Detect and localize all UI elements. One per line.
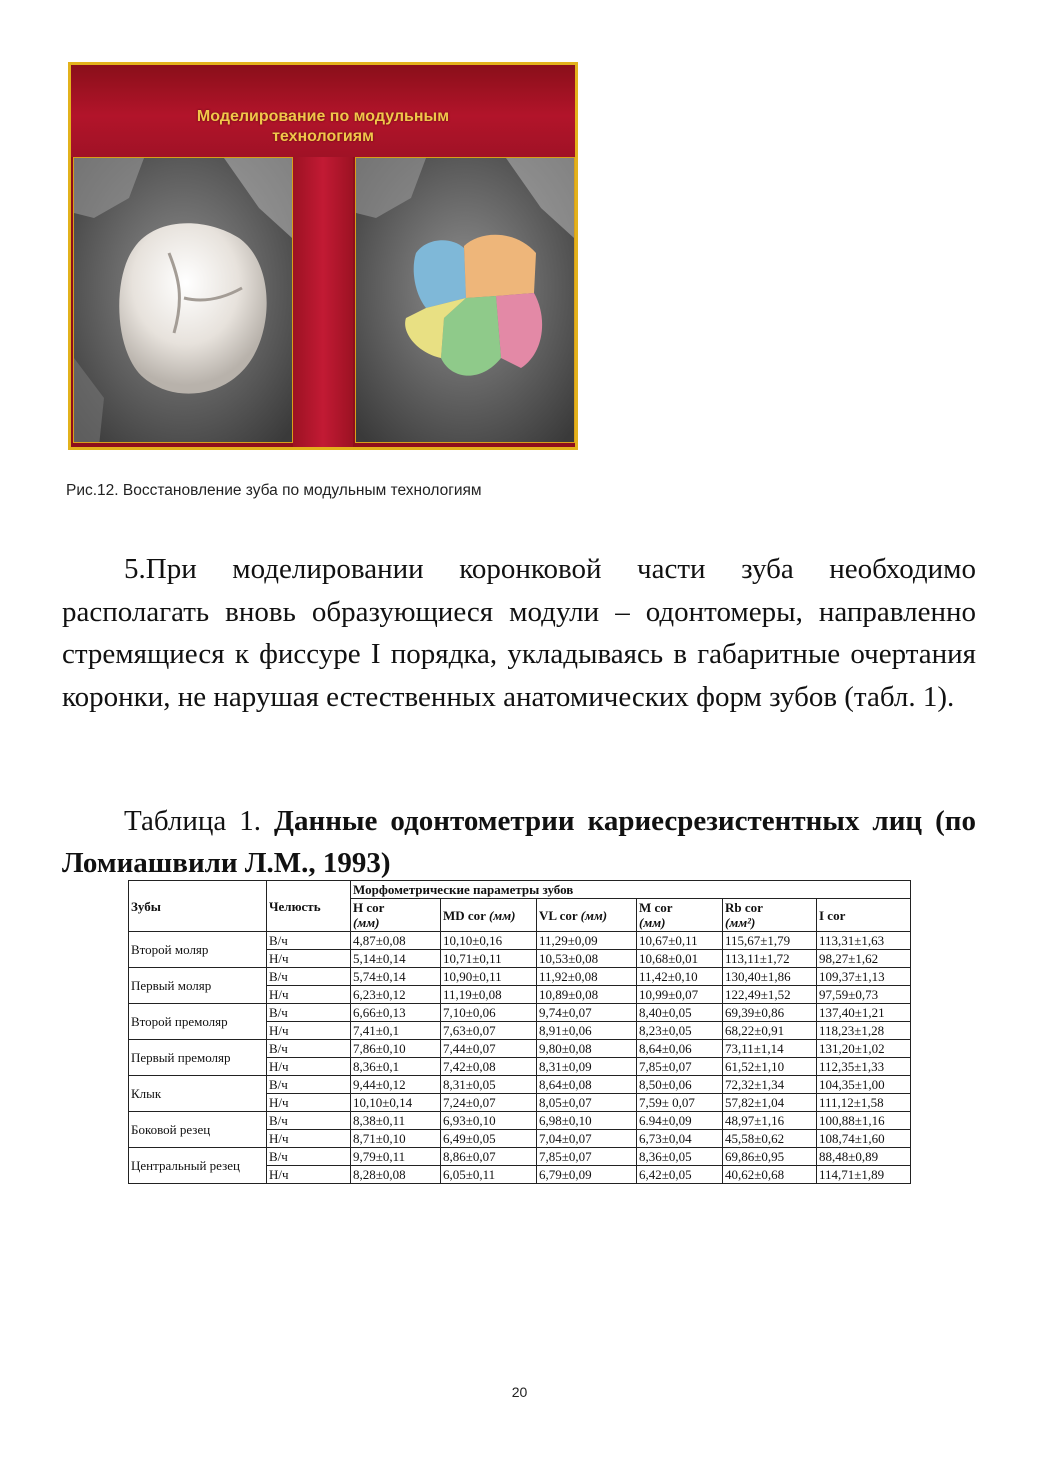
tooth-name: Боковой резец <box>129 1112 267 1148</box>
value-cell: 10,71±0,11 <box>441 950 537 968</box>
value-cell: 5,14±0,14 <box>351 950 441 968</box>
jaw-cell: Н/ч <box>267 1166 351 1184</box>
value-cell: 9,44±0,12 <box>351 1076 441 1094</box>
param-unit: (мм) <box>639 915 666 930</box>
value-cell: 7,85±0,07 <box>637 1058 723 1076</box>
value-cell: 8,86±0,07 <box>441 1148 537 1166</box>
value-cell: 113,31±1,63 <box>817 932 911 950</box>
value-cell: 8,50±0,06 <box>637 1076 723 1094</box>
value-cell: 11,42±0,10 <box>637 968 723 986</box>
value-cell: 6,49±0,05 <box>441 1130 537 1148</box>
page-number: 20 <box>511 1384 528 1400</box>
value-cell: 10,68±0,01 <box>637 950 723 968</box>
value-cell: 8,36±0,1 <box>351 1058 441 1076</box>
table-row <box>129 1112 911 1130</box>
jaw-cell: В/ч <box>267 1004 351 1022</box>
value-cell: 6,73±0,04 <box>637 1130 723 1148</box>
jaw-cell: Н/ч <box>267 1022 351 1040</box>
value-cell: 7,86±0,10 <box>351 1040 441 1058</box>
tooth-name: Второй премоляр <box>129 1004 267 1040</box>
jaw-cell: Н/ч <box>267 1130 351 1148</box>
value-cell: 7,59± 0,07 <box>637 1094 723 1112</box>
value-cell: 11,19±0,08 <box>441 986 537 1004</box>
value-cell: 97,59±0,73 <box>817 986 911 1004</box>
jaw-cell: В/ч <box>267 1148 351 1166</box>
tooth-name: Клык <box>129 1076 267 1112</box>
value-cell: 72,32±1,34 <box>723 1076 817 1094</box>
value-cell: 6,23±0,12 <box>351 986 441 1004</box>
table-row <box>129 1076 911 1094</box>
value-cell: 57,82±1,04 <box>723 1094 817 1112</box>
figure-title-line2: технологиям <box>272 128 374 145</box>
param-unit: (мм) <box>488 907 516 923</box>
value-cell: 10,67±0,11 <box>637 932 723 950</box>
value-cell: 6,93±0,10 <box>441 1112 537 1130</box>
param-name: MD cor <box>443 907 486 923</box>
figure-title <box>71 107 575 147</box>
jaw-cell: В/ч <box>267 1076 351 1094</box>
value-cell: 113,11±1,72 <box>723 950 817 968</box>
value-cell: 6,79±0,09 <box>537 1166 637 1184</box>
table-row <box>129 1148 911 1166</box>
jaw-cell: Н/ч <box>267 950 351 968</box>
jaw-cell: Н/ч <box>267 1094 351 1112</box>
tooth-photo-restored <box>73 157 293 443</box>
value-cell: 109,37±1,13 <box>817 968 911 986</box>
table-row <box>129 932 911 950</box>
param-name: I cor <box>819 907 846 923</box>
value-cell: 108,74±1,60 <box>817 1130 911 1148</box>
param-name: M cor <box>639 900 673 915</box>
jaw-cell: В/ч <box>267 932 351 950</box>
param-header <box>637 899 723 932</box>
value-cell: 8,05±0,07 <box>537 1094 637 1112</box>
value-cell: 10,10±0,16 <box>441 932 537 950</box>
value-cell: 7,41±0,1 <box>351 1022 441 1040</box>
table-heading-title: Данные одонтометрии кариесрезистентных лиц (по Ломиашвили Л.М., 1993) <box>62 805 976 879</box>
value-cell: 10,53±0,08 <box>537 950 637 968</box>
figure-modular-technology <box>68 62 578 450</box>
figure-banner <box>71 65 575 157</box>
param-header <box>723 899 817 932</box>
param-header <box>817 899 911 932</box>
param-name: H cor <box>353 900 385 915</box>
value-cell: 100,88±1,16 <box>817 1112 911 1130</box>
tooth-name: Первый премоляр <box>129 1040 267 1076</box>
jaw-cell: Н/ч <box>267 1058 351 1076</box>
value-cell: 69,86±0,95 <box>723 1148 817 1166</box>
value-cell: 8,31±0,09 <box>537 1058 637 1076</box>
param-header <box>351 899 441 932</box>
param-unit: (мм) <box>580 907 608 923</box>
jaw-cell: Н/ч <box>267 986 351 1004</box>
jaw-cell: В/ч <box>267 1112 351 1130</box>
param-unit: (мм) <box>353 915 380 930</box>
value-cell: 9,80±0,08 <box>537 1040 637 1058</box>
value-cell: 40,62±0,68 <box>723 1166 817 1184</box>
value-cell: 6,66±0,13 <box>351 1004 441 1022</box>
value-cell: 8,64±0,08 <box>537 1076 637 1094</box>
value-cell: 48,97±1,16 <box>723 1112 817 1130</box>
col-header-teeth: Зубы <box>129 881 267 932</box>
param-header <box>441 899 537 932</box>
value-cell: 7,10±0,06 <box>441 1004 537 1022</box>
value-cell: 73,11±1,14 <box>723 1040 817 1058</box>
value-cell: 8,91±0,06 <box>537 1022 637 1040</box>
value-cell: 122,49±1,52 <box>723 986 817 1004</box>
value-cell: 6.94±0,09 <box>637 1112 723 1130</box>
value-cell: 8,28±0,08 <box>351 1166 441 1184</box>
value-cell: 61,52±1,10 <box>723 1058 817 1076</box>
table-heading-label: Таблица 1. <box>124 805 275 837</box>
value-cell: 131,20±1,02 <box>817 1040 911 1058</box>
value-cell: 8,36±0,05 <box>637 1148 723 1166</box>
param-unit: (мм²) <box>725 915 756 930</box>
value-cell: 7,63±0,07 <box>441 1022 537 1040</box>
value-cell: 98,27±1,62 <box>817 950 911 968</box>
col-header-jaw: Челюсть <box>267 881 351 932</box>
value-cell: 7,42±0,08 <box>441 1058 537 1076</box>
value-cell: 104,35±1,00 <box>817 1076 911 1094</box>
table-row <box>129 1040 911 1058</box>
value-cell: 9,74±0,07 <box>537 1004 637 1022</box>
value-cell: 68,22±0,91 <box>723 1022 817 1040</box>
figure-title-line1: Моделирование по модульным <box>196 108 450 125</box>
value-cell: 8,64±0,06 <box>637 1040 723 1058</box>
value-cell: 11,29±0,09 <box>537 932 637 950</box>
value-cell: 114,71±1,89 <box>817 1166 911 1184</box>
tooth-photo-modules <box>355 157 575 443</box>
group-header: Морфометрические параметры зубов <box>351 881 911 899</box>
value-cell: 8,71±0,10 <box>351 1130 441 1148</box>
value-cell: 10,99±0,07 <box>637 986 723 1004</box>
figure-caption: Рис.12. Восстановление зуба по модульным технологиям <box>66 482 482 499</box>
param-name: VL cor <box>539 907 578 923</box>
value-cell: 7,24±0,07 <box>441 1094 537 1112</box>
table-row <box>129 968 911 986</box>
value-cell: 10,90±0,11 <box>441 968 537 986</box>
table-row <box>129 1004 911 1022</box>
value-cell: 9,79±0,11 <box>351 1148 441 1166</box>
value-cell: 45,58±0,62 <box>723 1130 817 1148</box>
jaw-cell: В/ч <box>267 1040 351 1058</box>
value-cell: 130,40±1,86 <box>723 968 817 986</box>
odontometry-table <box>128 880 911 1184</box>
value-cell: 8,23±0,05 <box>637 1022 723 1040</box>
value-cell: 6,42±0,05 <box>637 1166 723 1184</box>
value-cell: 69,39±0,86 <box>723 1004 817 1022</box>
table-heading <box>62 800 976 884</box>
jaw-cell: В/ч <box>267 968 351 986</box>
value-cell: 115,67±1,79 <box>723 932 817 950</box>
tooth-name: Первый моляр <box>129 968 267 1004</box>
figure-t-bar <box>293 157 353 447</box>
value-cell: 8,38±0,11 <box>351 1112 441 1130</box>
value-cell: 118,23±1,28 <box>817 1022 911 1040</box>
value-cell: 8,40±0,05 <box>637 1004 723 1022</box>
tooth-name: Центральный резец <box>129 1148 267 1184</box>
value-cell: 10,89±0,08 <box>537 986 637 1004</box>
value-cell: 11,92±0,08 <box>537 968 637 986</box>
value-cell: 4,87±0,08 <box>351 932 441 950</box>
tooth-name: Второй моляр <box>129 932 267 968</box>
value-cell: 10,10±0,14 <box>351 1094 441 1112</box>
value-cell: 6,98±0,10 <box>537 1112 637 1130</box>
param-header <box>537 899 637 932</box>
value-cell: 7,85±0,07 <box>537 1148 637 1166</box>
value-cell: 6,05±0,11 <box>441 1166 537 1184</box>
value-cell: 8,31±0,05 <box>441 1076 537 1094</box>
value-cell: 7,04±0,07 <box>537 1130 637 1148</box>
value-cell: 7,44±0,07 <box>441 1040 537 1058</box>
value-cell: 5,74±0,14 <box>351 968 441 986</box>
value-cell: 88,48±0,89 <box>817 1148 911 1166</box>
param-name: Rb cor <box>725 900 763 915</box>
value-cell: 111,12±1,58 <box>817 1094 911 1112</box>
body-paragraph: 5.При моделировании коронковой части зуба необходимо располагать вновь образующиеся модули – одонтомеры, направленно стремящиеся к фиссуре I порядка, укладываясь в габаритные очертания коронки, не нарушая естественных анатомических форм зубов (табл. 1). <box>62 553 976 713</box>
value-cell: 112,35±1,33 <box>817 1058 911 1076</box>
value-cell: 137,40±1,21 <box>817 1004 911 1022</box>
